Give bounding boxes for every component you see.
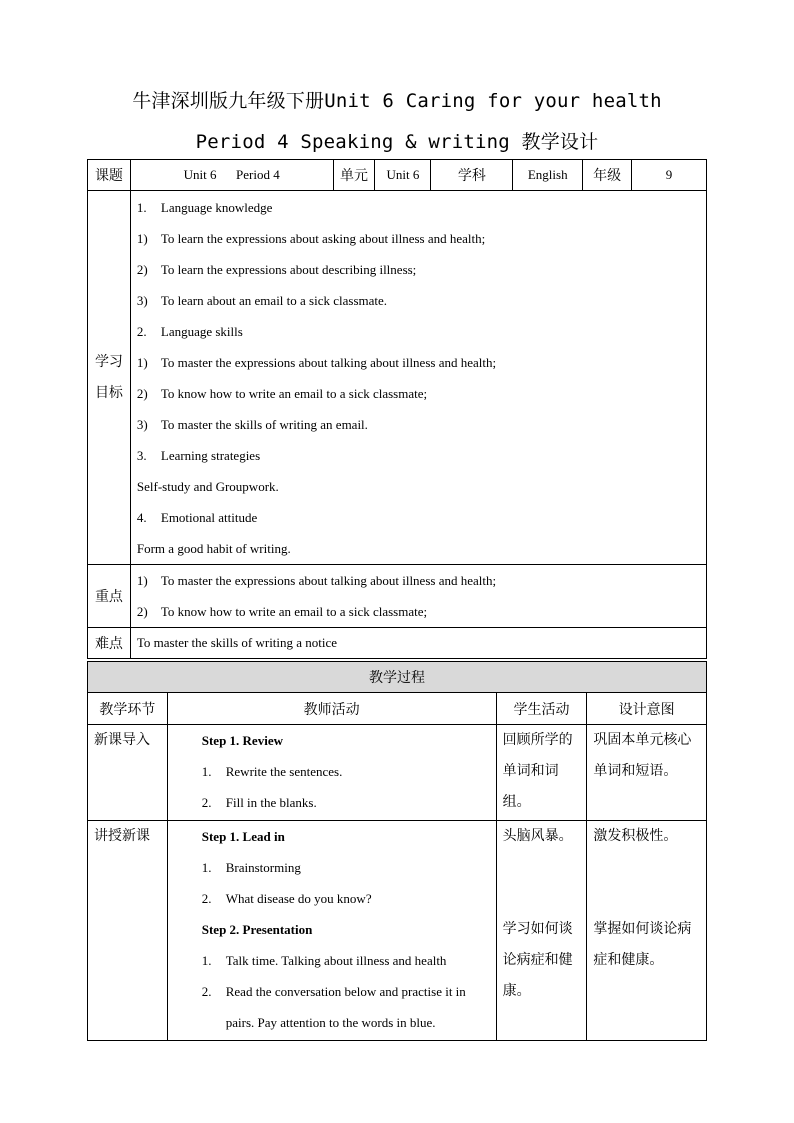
stage-cell [88,725,168,821]
design-intent-cell [587,725,707,821]
student-activity-line: 学习如何谈 [502,921,573,937]
student-activity-line: 回顾所学的 [502,732,573,748]
line-number: 1) [136,355,148,370]
line-text: Talk time. Talking about illness and health [225,953,447,968]
objectives-content [130,191,706,565]
line-number: 1. [136,200,147,215]
step-heading: Step 1. Review [201,733,283,748]
key-points-label: 重点 [88,565,131,628]
line-text: Brainstorming [225,860,301,875]
line-number: 1. [201,953,212,968]
key-points-row [88,565,707,628]
process-header: 教学过程 [88,662,707,693]
unit-label: 单元 [333,160,375,191]
activity-item [202,756,496,787]
student-activity-line: 论病症和健 [502,952,573,968]
line-number: 3) [136,417,148,432]
stage-name: 讲授新课 [94,828,150,844]
student-activity-line: 单词和词组。 [502,763,559,810]
objective-line [137,409,706,440]
line-text: Form a good habit of writing. [136,541,291,556]
design-intent-line: 掌握如何谈论病 [593,921,692,937]
difficulty-row [88,628,707,659]
activity-item [202,787,496,818]
col-teacher-header: 教师活动 [167,693,496,725]
line-text: To learn the expressions about asking about illness and health; [160,231,486,246]
line-text: Self-study and Groupwork. [136,479,279,494]
line-number: 2. [201,984,212,999]
objective-line [137,378,706,409]
teaching-process-table [87,661,707,1041]
activity-item [202,976,496,1007]
student-activity-cell [496,725,587,821]
line-text: Fill in the blanks. [225,795,317,810]
line-text: To master the expressions about talking about illness and health; [160,355,497,370]
line-number: 2. [201,795,212,810]
line-number: 2) [136,386,148,401]
subject-value: English [513,160,583,191]
difficulty-text: To master the skills of writing a notice [130,628,706,659]
line-number: 3. [136,448,147,463]
key-points-content [130,565,706,628]
objective-line [137,533,706,564]
document-title-line-2: Period 4 Speaking & writing 教学设计 [195,131,599,153]
document-title-line-1: 牛津深圳版九年级下册Unit 6 Caring for your health [132,90,662,112]
col-stage-header: 教学环节 [88,693,168,725]
objective-line [137,223,706,254]
line-text: Read the conversation below and practise it in [225,984,466,999]
stage-name: 新课导入 [94,732,150,748]
key-point-line [137,565,706,596]
objective-line [137,192,706,223]
line-number: 3) [136,293,148,308]
stage-cell [88,821,168,1041]
activity-item [202,945,496,976]
student-activity-line [503,852,587,883]
line-number: 1) [136,231,148,246]
design-intent-line: 巩固本单元核心 [593,732,692,748]
activity-item [202,852,496,883]
difficulty-label: 难点 [88,628,131,659]
line-text: Emotional attitude [160,510,258,525]
subject-label: 学科 [431,160,513,191]
line-text: Rewrite the sentences. [225,764,343,779]
topic-unit: Unit 6 [183,167,217,182]
line-number: 2. [136,324,147,339]
step-heading: Step 2. Presentation [201,922,313,937]
activity-item [202,883,496,914]
line-text: Language knowledge [160,200,273,215]
line-number: 2) [136,262,148,277]
line-text: What disease do you know? [225,891,372,906]
design-intent-line [593,852,706,883]
col-intent-header: 设计意图 [587,693,707,725]
design-intent-line: 单词和短语。 [593,763,678,779]
grade-value: 9 [632,160,707,191]
teacher-activity-cell [167,821,496,1041]
line-number: 2. [201,891,212,906]
objective-line [137,285,706,316]
student-activity-line: 头脑风暴。 [502,828,573,844]
process-row [88,725,707,821]
activity-continued: pairs. Pay attention to the words in blue. [225,1015,436,1030]
line-text: Language skills [160,324,243,339]
key-point-line [137,596,706,627]
line-text: To know how to write an email to a sick classmate; [160,386,428,401]
student-activity-line: 康。 [502,983,531,999]
student-activity-line [503,883,587,914]
grade-label: 年级 [583,160,632,191]
line-text: To master the skills of writing an email. [160,417,368,432]
process-row [88,821,707,1041]
objectives-row [88,191,707,565]
objective-line [137,254,706,285]
col-student-header: 学生活动 [496,693,587,725]
design-intent-line: 激发积极性。 [593,828,678,844]
design-intent-line: 症和健康。 [593,952,664,968]
line-text: To know how to write an email to a sick classmate; [160,604,428,619]
topic-period: Period 4 [236,167,280,182]
line-number: 2) [136,604,148,619]
objectives-label-1: 学习 [94,353,123,370]
objective-line [137,471,706,502]
line-number: 4. [136,510,147,525]
objective-line [137,347,706,378]
step-heading: Step 1. Lead in [201,829,285,844]
objective-line [137,502,706,533]
lesson-info-table [87,159,707,659]
objectives-label [88,191,131,565]
design-intent-cell [587,821,707,1041]
topic-label: 课题 [88,160,131,191]
line-text: To learn the expressions about describing illness; [160,262,417,277]
line-text: To learn about an email to a sick classmate. [160,293,388,308]
objectives-label-2: 目标 [94,384,123,401]
line-number: 1) [136,573,148,588]
teacher-activity-cell [167,725,496,821]
topic-value [130,160,333,191]
line-text: To master the expressions about talking about illness and health; [160,573,497,588]
objective-line [137,316,706,347]
info-row [88,160,707,191]
line-number: 1. [201,764,212,779]
line-text: Learning strategies [160,448,261,463]
objective-line [137,440,706,471]
student-activity-cell [496,821,587,1041]
unit-value: Unit 6 [375,160,431,191]
design-intent-line [593,883,706,914]
line-number: 1. [201,860,212,875]
